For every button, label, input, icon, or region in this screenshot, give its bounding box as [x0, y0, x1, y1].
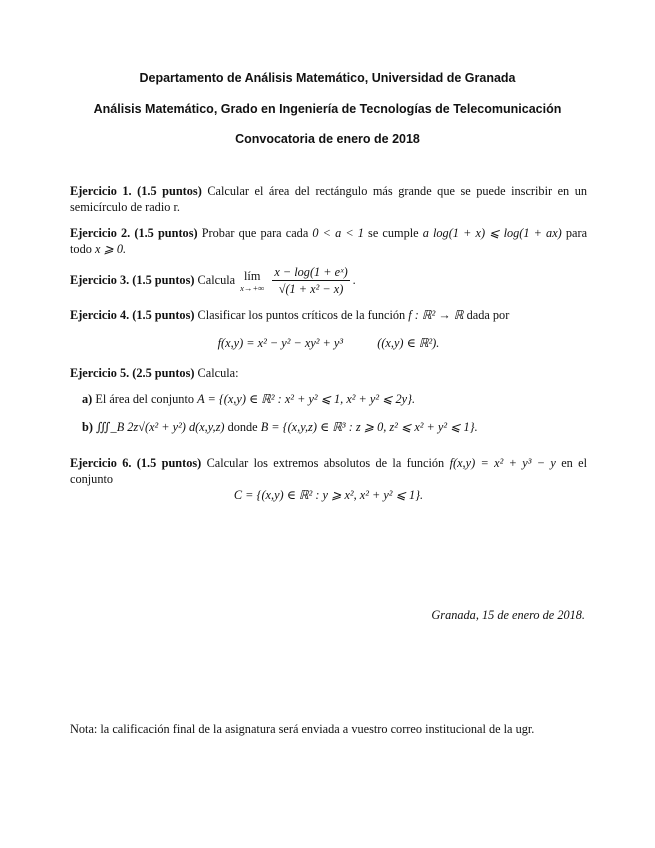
exercise-5-part-a: [70, 391, 587, 407]
exercise-6-function: f(x,y) = x² + y³ − y: [449, 456, 556, 470]
exercise-2-line2-condition: x ⩾ 0.: [94, 242, 127, 256]
exercise-4: [70, 307, 587, 351]
session-title: Convocatoria de enero de 2018: [235, 132, 420, 146]
exercise-6-label: Ejercicio 6.: [70, 456, 132, 470]
exercise-5-text: Calcula:: [197, 366, 239, 380]
limit-operator: [240, 270, 264, 293]
exercise-1: [70, 183, 587, 215]
exercise-3-text: Calcula: [197, 272, 236, 287]
department-title: Departamento de Análisis Matemático, Universidad de Granada: [139, 71, 516, 85]
exercise-6-line1: [70, 455, 587, 471]
exercise-2-text-a: Probar que para cada: [201, 226, 309, 240]
exercise-2: [70, 225, 587, 257]
limit-subscript: x→+∞: [240, 282, 265, 293]
part-a-text: El área del conjunto: [95, 392, 195, 406]
exercise-1-line2: semicírculo de radio r.: [70, 200, 180, 214]
exercise-2-text-b: se cumple: [368, 226, 419, 240]
part-b-integral: ∭_B 2z√(x² + y²) d(x,y,z): [96, 420, 225, 434]
course-title: Análisis Matemático, Grado en Ingeniería de Tecnologías de Telecomunicación: [93, 102, 562, 116]
exercise-6: [70, 455, 587, 503]
exercise-3: [70, 265, 587, 297]
exercise-2-line1: [70, 225, 587, 241]
exercise-3-label: Ejercicio 3.: [70, 272, 130, 287]
exercise-4-text-b: dada por: [466, 308, 510, 322]
fraction-numerator: x − log(1 + eˣ): [274, 265, 348, 279]
exercise-1-line1: [70, 183, 587, 199]
exercise-4-line1: [70, 307, 587, 323]
exercise-6-text-a: Calcular los extremos absolutos de la función: [206, 456, 445, 470]
part-b-set: B = {(x,y,z) ∈ ℝ³ : z ⩾ 0, z² ⩽ x² + y² ⩽ 1}.: [260, 420, 478, 434]
fraction-denominator: √(1 + x² − x): [278, 282, 344, 296]
limit-label: lím: [244, 268, 261, 283]
exercise-3-points: (1.5 puntos): [132, 272, 195, 287]
exercise-1-text: Calcular el área del rectángulo más grande que se puede inscribir en un: [207, 184, 588, 198]
exercise-2-label: Ejercicio 2.: [70, 226, 131, 240]
exercise-3-line: Ejercicio 3. (1.5 puntos) Calcula lím x→+∞ $\frac{\text{x − log(1 + eˣ)}}{\text{√(1 + x² − x)}}$ .: [70, 265, 356, 296]
part-b-label: b): [82, 420, 93, 434]
exercise-1-points: (1.5 puntos): [137, 184, 202, 198]
exercise-4-function: f : ℝ² → ℝ: [408, 308, 464, 322]
exercise-2-points: (1.5 puntos): [134, 226, 198, 240]
exercise-5-part-b: [70, 419, 587, 435]
exercise-6-text-b: en el: [561, 456, 588, 470]
exercise-6-set: C = {(x,y) ∈ ℝ² : y ⩾ x², x² + y² ⩽ 1}.: [233, 488, 424, 502]
exam-date: Granada, 15 de enero de 2018.: [431, 608, 585, 622]
exercise-5-line1: [70, 365, 587, 381]
exercise-2-line2-text: todo: [70, 242, 92, 256]
exercise-2-line2: [70, 241, 587, 257]
exercise-4-formula-line: [70, 335, 587, 351]
exercise-5-points: (2.5 puntos): [132, 366, 195, 380]
exercise-4-points: (1.5 puntos): [132, 308, 195, 322]
exercise-2-condition: 0 < a < 1: [312, 226, 364, 240]
exercise-4-label: Ejercicio 4.: [70, 308, 130, 322]
exercise-4-text-a: Clasificar los puntos críticos de la función: [197, 308, 406, 322]
exercise-2-text-c: para: [565, 226, 588, 240]
exercise-6-set-line: [70, 487, 587, 503]
exercise-1-label: Ejercicio 1.: [70, 184, 132, 198]
part-a-label: a): [82, 392, 93, 406]
exercise-2-inequality: a log(1 + x) ⩽ log(1 + ax): [422, 226, 562, 240]
exercise-4-formula: f(x,y) = x² − y² − xy² + y³: [217, 336, 344, 350]
part-b-text: donde: [227, 420, 258, 434]
part-a-set: A = {(x,y) ∈ ℝ² : x² + y² ⩽ 1, x² + y² ⩽ 2y}.: [197, 392, 416, 406]
footer-note: Nota: la calificación final de la asignatura será enviada a vuestro correo institucional de la ugr.: [70, 722, 535, 736]
exercise-5: [70, 365, 587, 435]
exercise-5-label: Ejercicio 5.: [70, 366, 130, 380]
exercise-4-domain: ((x,y) ∈ ℝ²).: [377, 336, 440, 350]
limit-fraction: [272, 265, 349, 297]
exercise-6-points: (1.5 puntos): [136, 456, 202, 470]
exercise-6-line2: conjunto: [70, 472, 114, 486]
